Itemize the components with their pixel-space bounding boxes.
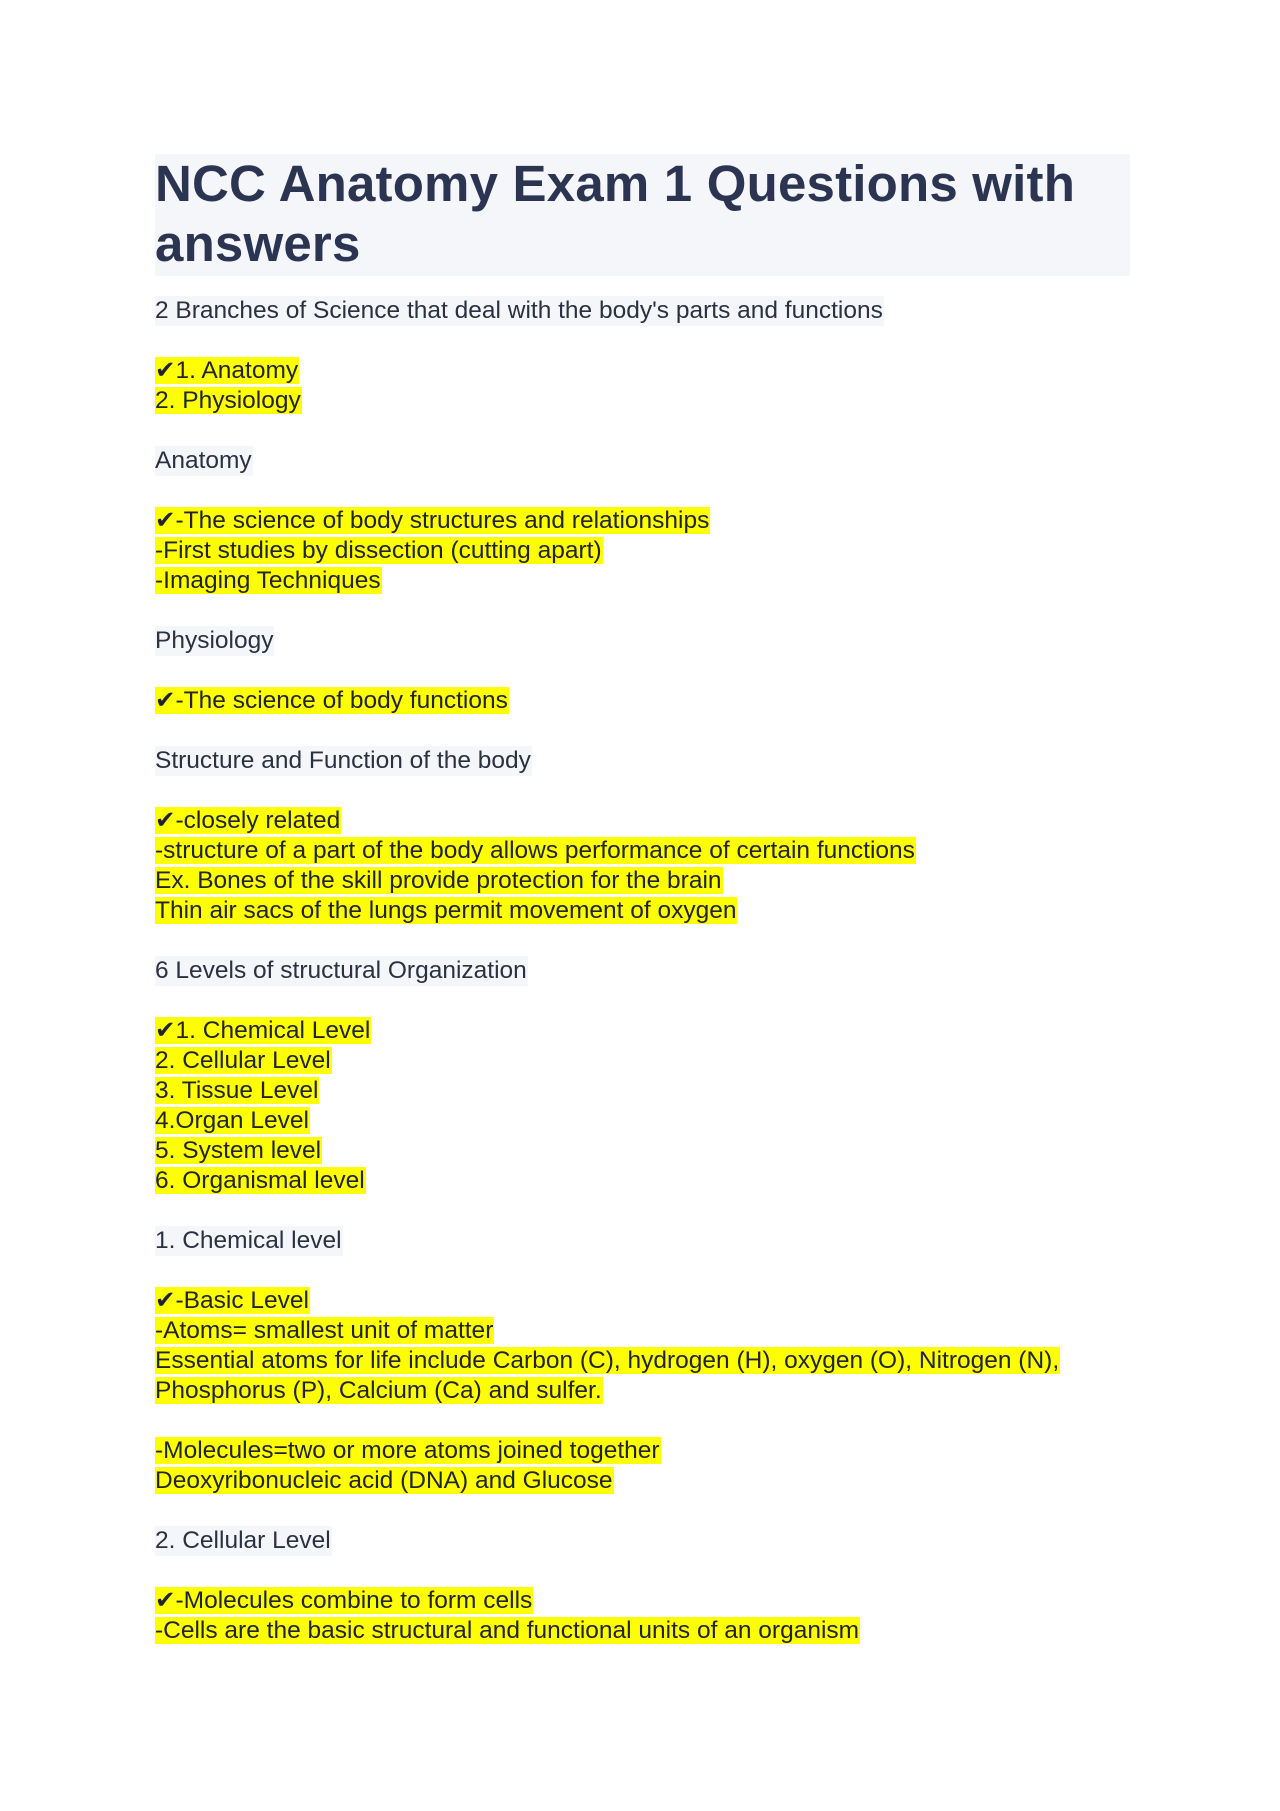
question-text: Anatomy [155, 447, 252, 474]
answer-line: -Molecules=two or more atoms joined together [155, 1437, 660, 1464]
question-text: 2 Branches of Science that deal with the body's parts and functions [155, 297, 883, 324]
answer-block [155, 806, 1130, 926]
answer-line: ✔-closely related [155, 807, 341, 834]
answer-paragraph [155, 1016, 1130, 1196]
answer-line: -Atoms= smallest unit of matter [155, 1317, 494, 1344]
qa-list [155, 296, 1130, 1646]
qa-item [155, 956, 1130, 1196]
answer-line: Phosphorus (P), Calcium (Ca) and sulfer. [155, 1377, 602, 1404]
question-text: 2. Cellular Level [155, 1527, 331, 1554]
question-text: 6 Levels of structural Organization [155, 957, 527, 984]
answer-block [155, 506, 1130, 596]
qa-item [155, 626, 1130, 716]
answer-block [155, 1586, 1130, 1646]
answer-line: ✔-Molecules combine to form cells [155, 1587, 533, 1614]
answer-line: Essential atoms for life include Carbon (C), hydrogen (H), oxygen (O), Nitrogen (N), [155, 1347, 1060, 1374]
answer-line: -structure of a part of the body allows performance of certain functions [155, 837, 915, 864]
qa-item [155, 1526, 1130, 1646]
answer-paragraph [155, 1286, 1130, 1406]
answer-paragraph [155, 506, 1130, 596]
answer-line: ✔-Basic Level [155, 1287, 309, 1314]
answer-line: 2. Physiology [155, 387, 301, 414]
answer-line: -First studies by dissection (cutting apart) [155, 537, 602, 564]
answer-line: 4.Organ Level [155, 1107, 309, 1134]
answer-line: 2. Cellular Level [155, 1047, 331, 1074]
document-page [155, 154, 1130, 1676]
question-text: 1. Chemical level [155, 1227, 342, 1254]
answer-block [155, 686, 1130, 716]
answer-paragraph [155, 1436, 1130, 1496]
answer-line: Deoxyribonucleic acid (DNA) and Glucose [155, 1467, 613, 1494]
title-box [155, 154, 1130, 276]
answer-paragraph [155, 356, 1130, 416]
answer-line: Ex. Bones of the skill provide protection for the brain [155, 867, 722, 894]
answer-line: ✔-The science of body structures and relationships [155, 507, 710, 534]
answer-line: Thin air sacs of the lungs permit movement of oxygen [155, 897, 737, 924]
answer-paragraph [155, 806, 1130, 926]
answer-line: 3. Tissue Level [155, 1077, 319, 1104]
answer-line: 5. System level [155, 1137, 322, 1164]
answer-block [155, 1016, 1130, 1196]
answer-paragraph [155, 1586, 1130, 1646]
qa-item [155, 446, 1130, 596]
question-text: Physiology [155, 627, 274, 654]
answer-line: -Imaging Techniques [155, 567, 381, 594]
qa-item [155, 746, 1130, 926]
answer-line: 6. Organismal level [155, 1167, 365, 1194]
answer-line: ✔1. Anatomy [155, 357, 299, 384]
answer-line: -Cells are the basic structural and functional units of an organism [155, 1617, 860, 1644]
answer-paragraph [155, 686, 1130, 716]
answer-line: ✔1. Chemical Level [155, 1017, 371, 1044]
answer-block [155, 1286, 1130, 1496]
qa-item [155, 296, 1130, 416]
question-text: Structure and Function of the body [155, 747, 531, 774]
document-title: NCC Anatomy Exam 1 Questions with answers [155, 155, 1076, 272]
qa-item [155, 1226, 1130, 1496]
answer-line: ✔-The science of body functions [155, 687, 508, 714]
answer-block [155, 356, 1130, 416]
